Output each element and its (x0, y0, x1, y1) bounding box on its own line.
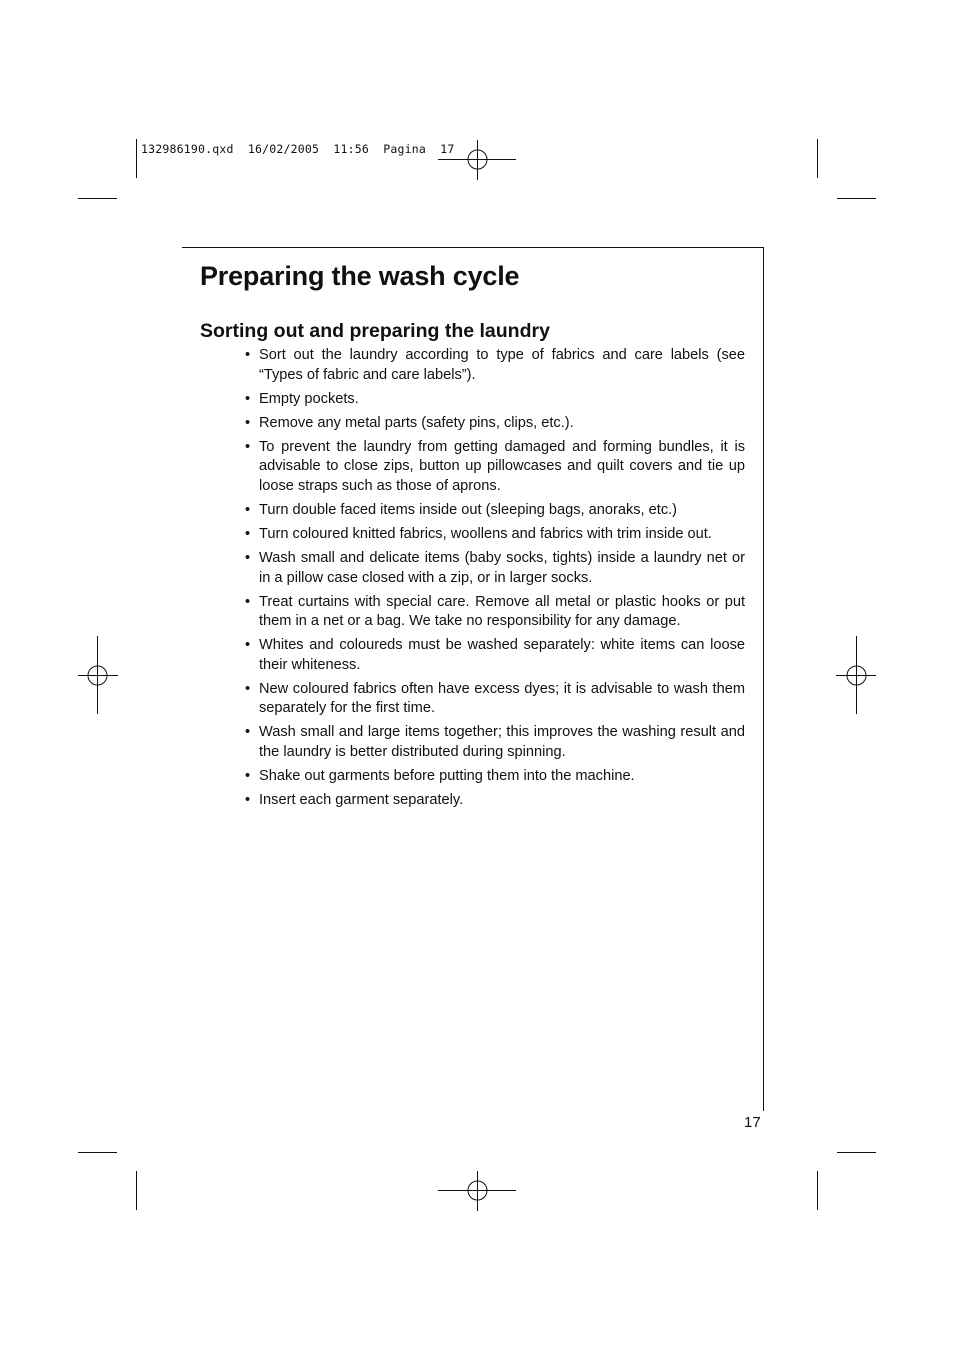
list-item (245, 438, 745, 497)
crop-mark-top-right-v (817, 139, 818, 178)
bullet-icon: • (245, 550, 251, 567)
crop-mark-bottom-left-v (136, 1171, 137, 1210)
bullet-icon: • (245, 438, 251, 455)
list-item (245, 501, 745, 521)
list-item (245, 525, 745, 545)
list-item-text: Insert each garment separately. (259, 792, 464, 809)
list-item-text: Shake out garments before putting them into the machine. (259, 768, 635, 785)
bullet-icon: • (245, 680, 251, 697)
list-item-text: New coloured fabrics often have excess dyes; it is advisable to wash them separately for the first time. (259, 680, 745, 717)
list-item (245, 549, 745, 588)
laundry-preparation-list (245, 346, 745, 815)
bullet-icon: • (245, 347, 251, 363)
list-item (245, 767, 745, 787)
frame-right-rule (763, 247, 764, 1111)
list-item-text: Turn double faced items inside out (sleeping bags, anoraks, etc.) (259, 501, 678, 518)
list-item-text: Sort out the laundry according to type of fabrics and care labels (see “Types of fabric and care labels”). (259, 347, 745, 383)
list-item-text: Wash small and large items together; this improves the washing result and the laundry is better distributed during spinning. (259, 724, 745, 760)
registration-mark-left-icon (78, 636, 118, 714)
list-item-text: To prevent the laundry from getting damaged and forming bundles, it is advisable to close zips, button up pillowcases and quilt covers and tie up loose straps such as those of aprons. (259, 438, 745, 494)
list-item (245, 636, 745, 675)
crop-mark-bottom-right-v (817, 1171, 818, 1210)
print-slug: 132986190.qxd 16/02/2005 11:56 Pagina 17 (141, 142, 455, 156)
list-item-text: Whites and coloureds must be washed separately: white items can loose their whiteness. (259, 637, 745, 673)
crop-mark-top-left-v (136, 139, 137, 178)
list-item-text: Treat curtains with special care. Remove all metal or plastic hooks or put them in a net or a bag. We take no responsibility for any damage. (259, 593, 745, 630)
section-heading: Sorting out and preparing the laundry (200, 320, 550, 342)
bullet-icon: • (245, 768, 251, 785)
list-item (245, 680, 745, 719)
list-item-text: Turn coloured knitted fabrics, woollens and fabrics with trim inside out. (259, 525, 712, 542)
bullet-icon: • (245, 501, 251, 518)
registration-mark-bottom-icon (438, 1171, 516, 1211)
registration-mark-top-icon (438, 140, 516, 180)
list-item (245, 723, 745, 762)
bullet-icon: • (245, 390, 251, 407)
bullet-icon: • (245, 637, 251, 654)
list-item (245, 414, 745, 434)
bullet-icon: • (245, 724, 251, 741)
bullet-icon: • (245, 792, 251, 809)
list-item (245, 346, 745, 385)
list-item-text: Remove any metal parts (safety pins, clips, etc.). (259, 414, 574, 431)
crop-mark-top-left-h (78, 198, 117, 199)
list-item (245, 390, 745, 410)
registration-mark-right-icon (836, 636, 876, 714)
list-item-text: Wash small and delicate items (baby socks, tights) inside a laundry net or in a pillow case closed with a zip, or in larger socks. (259, 550, 745, 586)
crop-mark-bottom-left-h (78, 1152, 117, 1153)
bullet-icon: • (245, 593, 251, 610)
crop-mark-bottom-right-h (837, 1152, 876, 1153)
list-item (245, 791, 745, 811)
page-number: 17 (744, 1114, 761, 1131)
frame-top-rule (182, 247, 764, 248)
list-item (245, 593, 745, 632)
page-title: Preparing the wash cycle (200, 261, 520, 291)
bullet-icon: • (245, 525, 251, 542)
crop-mark-top-right-h (837, 198, 876, 199)
bullet-icon: • (245, 414, 251, 431)
list-item-text: Empty pockets. (259, 390, 359, 407)
